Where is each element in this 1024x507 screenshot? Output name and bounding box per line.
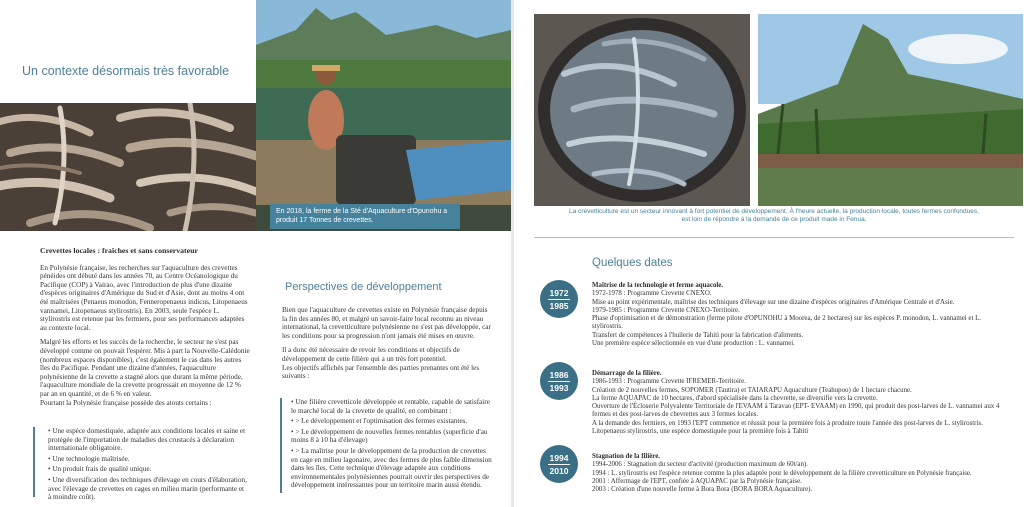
date-badge: 1986 1993	[540, 362, 578, 400]
farm-photo	[256, 0, 511, 231]
col1-bullet-bar	[33, 427, 35, 497]
photo-caption: La crevetticulture est un secteur innovant à fort potentiel de développement. À l'heure actuelle, la production locale, toutes fermes confondues, est loin de répondre à la demande de ce produit made in Fenua.	[569, 208, 979, 223]
left-page	[0, 0, 511, 507]
dates-title: Quelques dates	[592, 257, 673, 269]
list-item: • Une espèce domestiquée, adaptée aux conditions locales et saine et protégée de l'importation de maladies des crustacés à déclaration internationale obligatoire.	[48, 427, 249, 453]
col2-title: Perspectives de développement	[285, 281, 442, 293]
col2-para1: Bien que l'aquaculture de crevettes existe en Polynésie française depuis la fin des années 80, et malgré un savoir-faire local reconnu au niveau international, la crevetticulture polynésienne ne s'est pas développée, car les conditions pour sa progression n'ont jamais été mises en œuvre.	[282, 306, 491, 340]
col1-title: Crevettes locales : fraîches et sans conservateur	[40, 246, 198, 255]
right-page	[514, 0, 1024, 507]
divider	[534, 237, 1014, 238]
col1-para3: Pourtant la Polynésie française possède des atouts certains :	[40, 398, 212, 407]
col2-para3: Les objectifs affichés par l'ensemble des parties prenantes ont été les suivants :	[282, 363, 480, 381]
shrimp-photo	[0, 103, 262, 231]
shrimp-bucket-photo	[534, 14, 750, 206]
section-title: Un contexte désormais très favorable	[22, 64, 230, 78]
col1-para2: Malgré les efforts et les succès de la recherche, le secteur ne s'est pas développé comme on pouvait l'espérer. Mis à part la Nouvelle-Calédonie (nombreux espaces disponibles), c'est également le cas dans les autres îles du Pacifique. Pendant une dizaine d'années, l'aquaculture polynésienne de la crevette a stagné alors que durant la même période, l'aquaculture mondiale de la crevette progressait en moyenne de 12 % par an en quantité, et de 6 % en valeur.	[40, 338, 250, 398]
date-badge: 1972 1985	[540, 280, 578, 318]
timeline-entry: Maîtrise de la technologie et ferme aquacole. 1972-1978 : Programme Crevette CNEXO. Mise au point expérimentale, maîtrise des techniques d'élevage sur une dizaine d'espèces originaires d'Amérique Centrale et d'Asie. 1979-1985 : Programme Crevette CNEXO-Territoire. Phase d'optimisation et de démonstration (ferme pilote d'OPUNOHU à Moorea, de 2 hectares) sur les espèces P. monodon, L. vannamei et L. stylirostris. Transfert de compétences à l'huilerie de Tahiti pour la fabrication d'aliments. Une première espèce sélectionnée en vue d'une production : L. vannamei.	[592, 282, 982, 348]
list-item: • Une technologie maîtrisée.	[48, 455, 249, 464]
col1-bullets	[44, 427, 249, 504]
list-item: • > La maîtrise pour le développement de la production de crevettes en cage en milieu lagonaire, avec des fermes de plus faible dimension dans les îles. Cette technique d'élevage adaptée aux conditions environnementales polynésiennes pourrait ouvrir des perspectives de développement intéressantes pour un territoire marin aussi étendu.	[291, 447, 492, 490]
date-badge: 1994 2010	[540, 445, 578, 483]
farm-photo-caption: En 2018, la ferme de la Sté d'Aquaculture d'Opunohu a produit 17 Tonnes de crevettes.	[270, 204, 460, 229]
list-item: • > Le développement et l'optimisation des fermes existantes.	[291, 417, 492, 426]
list-item: • > Le développement de nouvelles fermes rentables (superficie d'au moins 8 à 10 ha d'élevage)	[291, 428, 492, 445]
col2-bullet-bar	[280, 398, 282, 493]
list-item: • Un produit frais de qualité unique.	[48, 465, 249, 474]
list-item: • Une filière crevetticole développée et rentable, capable de satisfaire le marché local de la crevette de qualité, en combinant :	[291, 398, 492, 415]
mountain-photo	[758, 14, 1023, 206]
col2-para2: Il a donc été nécessaire de revoir les conditions et objectifs de développement de cette filière qui a un très fort potentiel.	[282, 346, 460, 363]
col2-bullets	[287, 398, 492, 492]
col1-text	[40, 247, 250, 413]
timeline-entry: Stagnation de la filière. 1994-2006 : Stagnation du secteur d'activité (production maximum de 60t/an). 1994 : L. stylirostris est l'espèce retenue comme la plus adaptée pour le développement de la filière crevetticulture en Polynésie française. 2001 : Affermage de l'EPT, confiée à AQUAPAC par la Polynésie française. 2003 : Création d'une nouvelle ferme à Bora Bora (BORA BORA Aquaculture).	[592, 453, 972, 494]
col1-para1: En Polynésie française, les recherches sur l'aquaculture des crevettes pénéides ont débuté dans les années 70, au Centre Océanologique du Pacifique (COP) à Vairao, avec l'introduction de plus d'une dizaine d'espèces originaires d'Amérique du Sud et d'Asie, dont au moins 4 ont été maîtrisées (Penaeus monodon, Fenneropenaeus indicus, Litopenaeus vannamei, Litopenaeus stylirostris). En 2003, seule l'espèce L. stylirostris est retenue par les fermiers, pour ses performances adaptées au contexte local.	[40, 263, 248, 332]
timeline-entry: Démarrage de la filière. 1986-1993 : Programme Crevette IFREMER-Territoire. Création de 2 nouvelles fermes, SOPOMER (Tautira) et TAIARAPU Aquaculture (Teahupoo) de 1 hectare chacune. La ferme AQUAPAC de 10 hectares, d'abord spécialisée dans la chevrette, se diversifie vers la crevette. Ouverture de l'Écloserie Polyvalente Territoriale de l'EVAAM à Taravao (EPT- EVAAM) en 1990, qui produit des post-larves de L. vannamei aux 4 fermes et des post-larves de chevrettes aux 3 fermes locales. A la demande des fermiers, en 1993 l'EPT commence et réussit pour la première fois à produire toute l'année des post-larves de L. stylirostris. Litopenaeus stylirostris, une espèce domestiquée pour la première fois à Tahiti	[592, 370, 1000, 436]
col2-text	[282, 306, 492, 387]
list-item: • Une diversification des techniques d'élevage en cours d'élaboration, avec l'élevage de crevettes en cages en milieu marin (performante et à moindre coût).	[48, 476, 249, 502]
